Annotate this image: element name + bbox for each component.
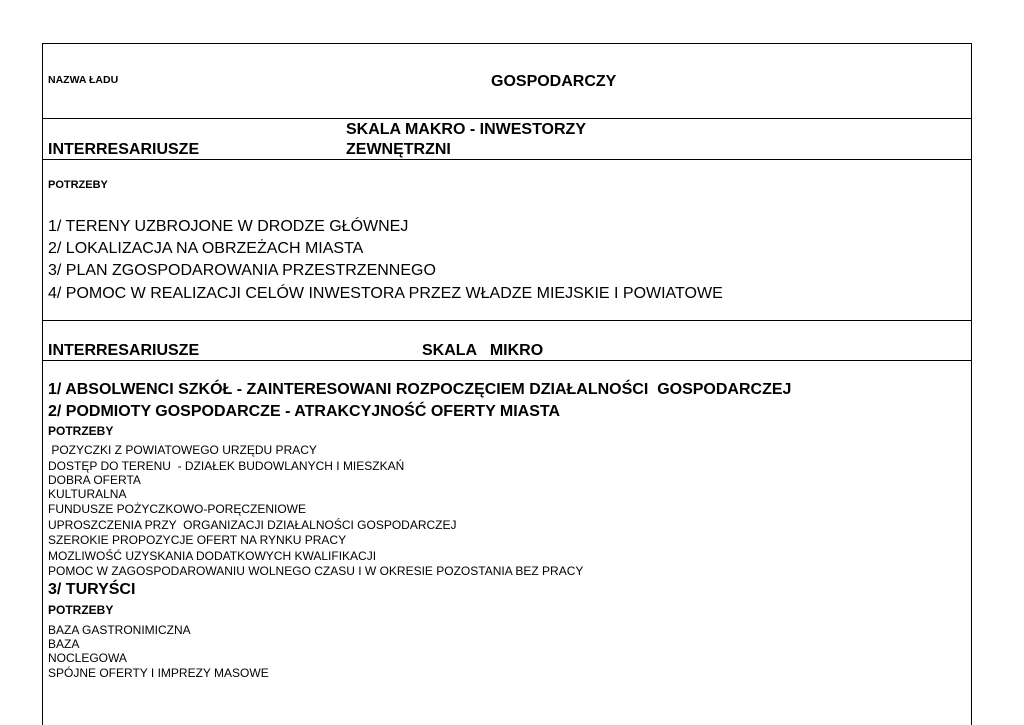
document-table <box>42 43 972 725</box>
stakeholders-label-micro: INTERRESARIUSZE <box>48 342 200 359</box>
order-name-label: NAZWA ŁADU <box>48 74 119 86</box>
micro-need-item: MOZLIWOŚĆ UZYSKANIA DODATKOWYCH KWALIFIKACJI <box>48 549 377 563</box>
macro-scale-line2: ZEWNĘTRZNI <box>346 141 451 158</box>
stakeholders-label-macro: INTERRESARIUSZE <box>48 141 200 158</box>
divider <box>43 118 971 119</box>
tourists-label: 3/ TURYŚCI <box>48 581 136 598</box>
micro-group-item: 1/ ABSOLWENCI SZKÓŁ - ZAINTERESOWANI ROZPOCZĘCIEM DZIAŁALNOŚCI GOSPODARCZEJ <box>48 381 792 398</box>
tourist-need-item: BAZA <box>48 637 80 651</box>
micro-need-item: FUNDUSZE POŻYCZKOWO-PORĘCZENIOWE <box>48 502 306 516</box>
needs-label-macro: POTRZEBY <box>48 179 108 191</box>
micro-need-item: UPROSZCZENIA PRZY ORGANIZACJI DZIAŁALNOŚCI GOSPODARCZEJ <box>48 518 457 532</box>
needs-label-micro: POTRZEBY <box>48 424 114 438</box>
divider <box>43 159 971 160</box>
needs-label-tourists: POTRZEBY <box>48 603 114 617</box>
micro-need-item: KULTURALNA <box>48 487 127 501</box>
order-name-value: GOSPODARCZY <box>491 73 617 90</box>
micro-need-item: POZYCZKI Z POWIATOWEGO URZĘDU PRACY <box>48 443 317 457</box>
tourist-need-item: SPÓJNE OFERTY I IMPREZY MASOWE <box>48 666 269 680</box>
macro-scale-line1: SKALA MAKRO - INWESTORZY <box>346 121 586 138</box>
macro-need-item: 4/ POMOC W REALIZACJI CELÓW INWESTORA PRZEZ WŁADZE MIEJSKIE I POWIATOWE <box>48 285 723 302</box>
micro-scale-label: SKALA MIKRO <box>422 342 544 359</box>
tourist-need-item: BAZA GASTRONIMICZNA <box>48 623 191 637</box>
micro-need-item: DOSTĘP DO TERENU - DZIAŁEK BUDOWLANYCH I MIESZKAŃ <box>48 459 405 473</box>
micro-need-item: POMOC W ZAGOSPODAROWANIU WOLNEGO CZASU I W OKRESIE POZOSTANIA BEZ PRACY <box>48 564 584 578</box>
micro-need-item: DOBRA OFERTA <box>48 473 141 487</box>
macro-need-item: 3/ PLAN ZGOSPODAROWANIA PRZESTRZENNEGO <box>48 262 436 279</box>
macro-need-item: 2/ LOKALIZACJA NA OBRZEŻACH MIASTA <box>48 240 364 257</box>
micro-need-item: SZEROKIE PROPOZYCJE OFERT NA RYNKU PRACY <box>48 533 347 547</box>
divider <box>43 320 971 321</box>
divider <box>43 360 971 361</box>
micro-group-item: 2/ PODMIOTY GOSPODARCZE - ATRAKCYJNOŚĆ OFERTY MIASTA <box>48 403 561 420</box>
tourist-need-item: NOCLEGOWA <box>48 651 127 665</box>
macro-need-item: 1/ TERENY UZBROJONE W DRODZE GŁÓWNEJ <box>48 218 409 235</box>
